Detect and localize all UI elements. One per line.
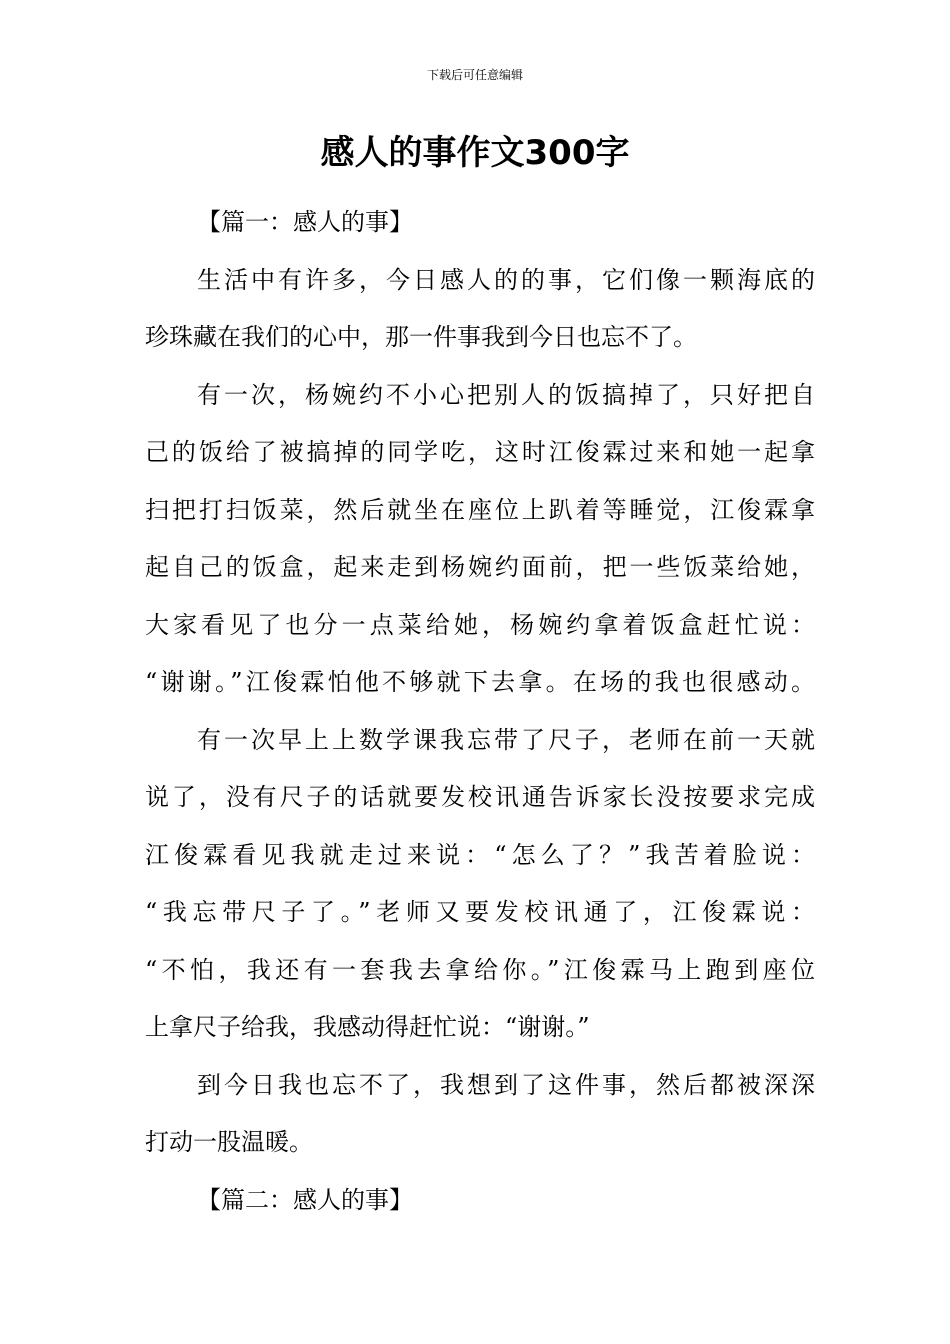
body-line: 到今日我也忘不了，我想到了这件事，然后都被深深 bbox=[197, 1070, 815, 1099]
body-line: 大家看见了也分一点菜给她，杨婉约拿着饭盒赶忙说： bbox=[145, 610, 815, 639]
body-line: 打动一股温暖。 bbox=[145, 1128, 313, 1156]
body-line: 生活中有许多，今日感人的的事，它们像一颗海底的 bbox=[197, 265, 815, 294]
body-line: 己的饭给了被搞掉的同学吃，这时江俊霖过来和她一起拿 bbox=[145, 438, 815, 466]
body-line: 有一次，杨婉约不小心把别人的饭搞掉了，只好把自 bbox=[197, 380, 815, 409]
document-body bbox=[145, 194, 815, 1229]
body-line: 有一次早上上数学课我忘带了尺子，老师在前一天就 bbox=[197, 725, 815, 754]
page-header-note: 下载后可任意编辑 bbox=[426, 68, 523, 82]
body-line: 说了，没有尺子的话就要发校讯通告诉家长没按要求完成 bbox=[145, 783, 815, 811]
document-title: 感人的事作文300字 bbox=[320, 133, 630, 173]
body-line: “不怕，我还有一套我去拿给你。”江俊霖马上跑到座位 bbox=[145, 955, 815, 984]
body-line: 珍珠藏在我们的心中，那一件事我到今日也忘不了。 bbox=[145, 323, 697, 351]
body-line: 【篇二：感人的事】 bbox=[197, 1185, 413, 1214]
body-line: “谢谢。”江俊霖怕他不够就下去拿。在场的我也很感动。 bbox=[145, 668, 815, 696]
body-line: 江俊霖看见我就走过来说：“怎么了？”我苦着脸说： bbox=[145, 840, 815, 869]
body-line: “我忘带尺子了。”老师又要发校讯通了，江俊霖说： bbox=[145, 898, 815, 926]
body-line: 起自己的饭盒，起来走到杨婉约面前，把一些饭菜给她， bbox=[145, 553, 815, 581]
body-line: 扫把打扫饭菜，然后就坐在座位上趴着等睡觉，江俊霖拿 bbox=[145, 495, 815, 524]
body-line: 【篇一：感人的事】 bbox=[197, 208, 413, 236]
body-line: 上拿尺子给我，我感动得赶忙说：“谢谢。” bbox=[145, 1013, 590, 1041]
